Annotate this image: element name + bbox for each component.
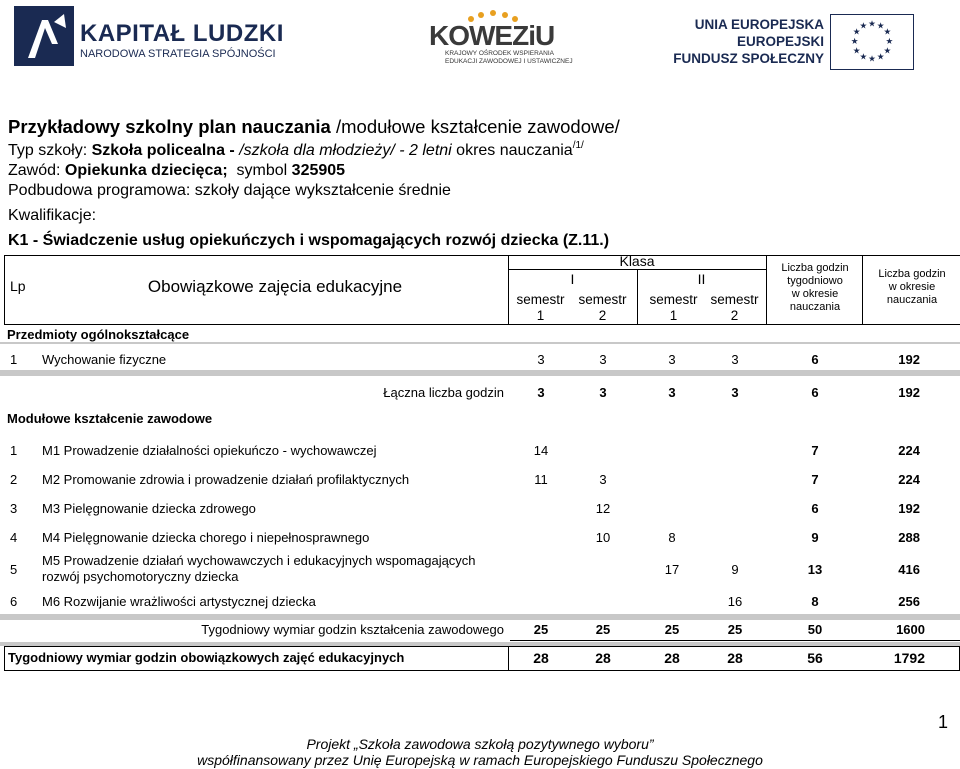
grid-line [4,670,960,671]
row-total: 256 [898,594,920,609]
vocational-total-label: Tygodniowy wymiar godzin kształcenia zawodowego [201,622,504,637]
grid-line [862,255,863,325]
row-total: 224 [898,443,920,458]
grid-line [4,324,960,325]
grid-line [4,646,5,671]
row-weekly: 6 [811,501,819,516]
separator-band [0,614,960,620]
general-total-label: Łączna liczba godzin [383,385,504,400]
row-lp: 1 [10,443,18,458]
svg-text:★: ★ [885,36,894,47]
row-s1: 3 [537,352,545,367]
grid-line [4,646,960,647]
row-s3: 17 [664,562,680,577]
voc-s3: 25 [664,622,680,637]
row-s4: 16 [727,594,743,609]
voc-s2: 25 [595,622,611,637]
page-number: 1 [938,712,949,732]
row-lp: 4 [10,530,18,545]
row-weekly: 7 [811,443,819,458]
qualification-k1: K1 - Świadczenie usług opiekuńczych i wspomagających rozwój dziecka (Z.11.) [8,232,610,249]
row-subject: M3 Pielęgnowanie dziecka zdrowego [42,501,256,516]
semester-word: semestr [710,292,759,307]
col-subject-header: Obowiązkowe zajęcia edukacyjne [147,277,403,296]
weekly-hours-header [768,262,862,314]
semester-number: 2 [730,308,739,323]
ue-line1: UNIA EUROPEJSKA [694,17,824,32]
klasa-1-header: I [570,271,575,287]
grand-total: 1792 [893,650,925,666]
profession-label: Zawód: [8,162,65,179]
total-hours-line: nauczania [886,294,938,306]
row-subject: M6 Rozwijanie wrażliwości artystycznej dziecka [42,594,316,609]
row-lp: 5 [10,562,18,577]
grand-s2: 28 [595,650,611,666]
row-subject-line2: rozwój psychomotoryczny dziecka [42,569,239,584]
total-s4: 3 [731,385,739,400]
row-total: 192 [898,501,920,516]
semester-header [508,292,573,324]
programme-base: Podbudowa programowa: szkoły dające wykształcenie średnie [8,182,451,199]
svg-text:★: ★ [868,54,876,65]
row-s2: 3 [599,472,607,487]
semester-header [641,292,706,324]
koweziu-logo [425,10,575,72]
row-subject: M4 Pielęgnowanie dziecka chorego i niepełnosprawnego [42,530,370,545]
grid-line [4,255,960,256]
ue-text [673,16,824,67]
separator-band [0,370,960,376]
footnote-ref: /1/ [572,140,584,151]
grand-s3: 28 [664,650,680,666]
svg-text:★: ★ [852,27,861,38]
school-type-line [8,140,584,160]
weekly-hours-line: tygodniowo [787,275,843,287]
svg-text:★: ★ [883,27,892,38]
svg-text:★: ★ [868,19,876,30]
school-type-rest: okres nauczania [451,142,573,159]
row-total: 416 [898,562,920,577]
semester-word: semestr [649,292,698,307]
total-weekly: 6 [811,385,819,400]
kapital-ludzki-emblem-icon [14,6,74,66]
school-type-bold: Szkoła policealna - [91,142,240,159]
school-type-label: Typ szkoły: [8,142,92,159]
total-hours-line: Liczba godzin [878,268,946,280]
row-weekly: 8 [811,594,819,609]
ue-logo [673,14,952,74]
school-type-italic: /szkoła dla młodzieży/ - 2 letni [239,142,452,159]
row-s4: 9 [731,562,739,577]
row-lp: 2 [10,472,18,487]
row-lp: 3 [10,501,18,516]
section-modules: Modułowe kształcenie zawodowe [7,411,213,426]
svg-text:★: ★ [850,36,859,47]
semester-word: semestr [516,292,565,307]
kapital-ludzki-subtitle: NARODOWA STRATEGIA SPÓJNOŚCI [80,48,276,60]
grid-line [4,255,5,325]
row-subject: M2 Promowanie zdrowia i prowadzenie działań profilaktycznych [42,472,410,487]
col-lp-header: Lp [10,278,26,294]
total-hours: 192 [898,385,920,400]
voc-weekly: 50 [807,622,823,637]
grid-line [508,646,509,671]
kapital-ludzki-logo [14,6,284,66]
total-s1: 3 [537,385,545,400]
row-total: 192 [898,352,920,367]
semester-header [702,292,767,324]
row-total: 224 [898,472,920,487]
grid-line [510,640,960,641]
col-klasa-header: Klasa [619,253,655,269]
row-s4: 3 [731,352,739,367]
svg-text:★: ★ [883,46,892,57]
row-weekly: 6 [811,352,819,367]
row-s2: 3 [599,352,607,367]
row-s3: 3 [668,352,676,367]
total-hours-line: w okresie [888,281,936,293]
row-lp: 1 [10,352,18,367]
semester-header [570,292,635,324]
kapital-ludzki-title: KAPITAŁ LUDZKI [80,20,284,47]
row-subject [42,553,476,585]
eu-flag-icon [830,14,914,70]
row-weekly: 9 [811,530,819,545]
koweziu-subtitle [445,50,573,66]
grand-s4: 28 [727,650,743,666]
row-s3: 8 [668,530,676,545]
klasa-2-header: II [697,271,706,287]
row-total: 288 [898,530,920,545]
weekly-hours-line: Liczba godzin [781,262,849,274]
ue-line3: FUNDUSZ SPOŁECZNY [673,51,824,66]
semester-number: 1 [536,308,545,323]
row-subject: M1 Prowadzenie działalności opiekuńczo - wychowawczej [42,443,377,458]
row-s1: 11 [534,472,548,487]
koweziu-title: KOWEZiU [429,20,555,51]
profession-symbol-label: symbol [227,162,292,179]
qualifications-label: Kwalifikacje: [8,207,97,224]
total-s3: 3 [668,385,676,400]
profession-line [8,162,345,180]
weekly-hours-line: nauczania [789,301,841,313]
semester-number: 1 [669,308,678,323]
weekly-hours-line: w okresie [791,288,839,300]
footer-line1: Projekt „Szkoła zawodowa szkołą pozytywnego wyboru” [306,736,654,752]
semester-number: 2 [598,308,607,323]
koweziu-subtitle-line1: KRAJOWY OŚRODEK WSPIERANIA [445,50,554,57]
row-subject-line1: M5 Prowadzenie działań wychowawczych i edukacyjnych wspomagających [42,553,476,568]
row-weekly: 7 [811,472,819,487]
document-title [8,116,620,138]
voc-s4: 25 [727,622,743,637]
row-subject: Wychowanie fizyczne [42,352,167,367]
svg-text:★: ★ [859,52,868,63]
row-s2: 12 [595,501,611,516]
svg-text:★: ★ [876,52,885,63]
semester-word: semestr [578,292,627,307]
grand-s1: 28 [533,650,549,666]
svg-text:★: ★ [876,21,885,32]
koweziu-subtitle-line2: EDUKACJI ZAWODOWEJ I USTAWICZNEJ [445,58,573,65]
grand-total-label: Tygodniowy wymiar godzin obowiązkowych zajęć edukacyjnych [8,650,405,665]
row-s2: 10 [595,530,611,545]
total-hours-header [864,268,960,307]
separator-band [0,342,960,344]
row-weekly: 13 [807,562,823,577]
row-s1: 14 [533,443,549,458]
grand-weekly: 56 [807,650,823,666]
profession-symbol: 325905 [291,162,346,179]
title-bold: Przykładowy szkolny plan nauczania [8,116,331,137]
ue-line2: EUROPEJSKI [736,34,824,49]
svg-text:★: ★ [859,21,868,32]
footer-line2: współfinansowany przez Unię Europejską w ramach Europejskiego Funduszu Społecznego [197,752,763,768]
svg-text:★: ★ [852,46,861,57]
voc-total: 1600 [896,622,925,637]
section-general: Przedmioty ogólnokształcące [7,327,190,342]
profession-name: Opiekunka dziecięca; [64,162,228,179]
title-rest: /modułowe kształcenie zawodowe/ [330,116,620,137]
total-s2: 3 [599,385,607,400]
row-lp: 6 [10,594,18,609]
voc-s1: 25 [533,622,549,637]
